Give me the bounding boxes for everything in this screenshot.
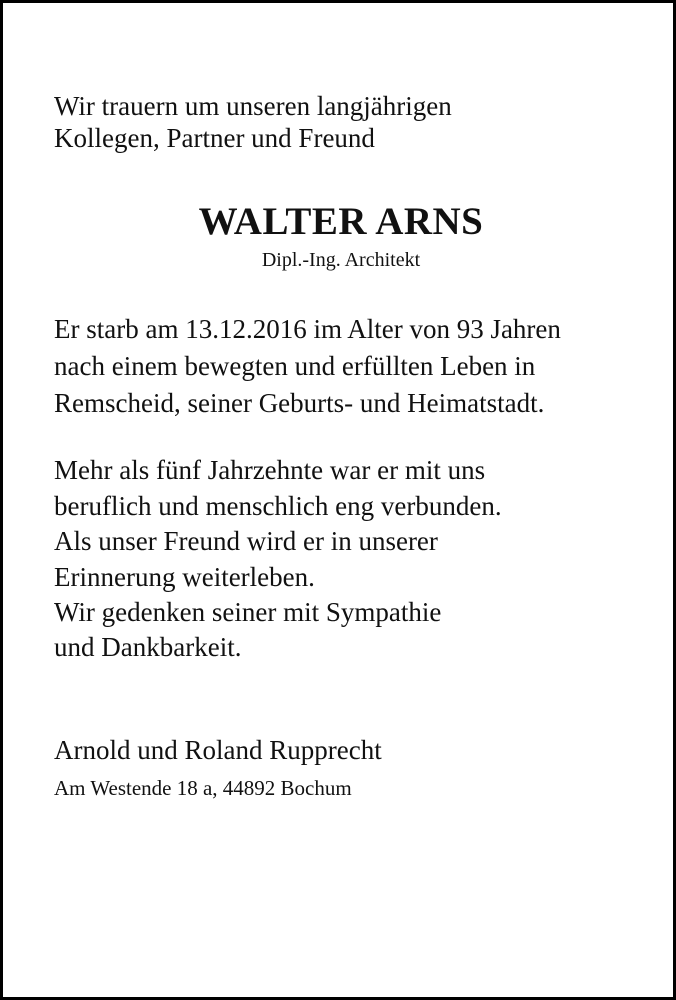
paragraph2-line-1: Mehr als fünf Jahrzehnte war er mit uns	[54, 455, 486, 485]
paragraph1-line-1: Er starb am 13.12.2016 im Alter von 93 Jahren	[54, 314, 561, 344]
paragraph1-line-2: nach einem bewegten und erfüllten Leben in	[54, 351, 536, 381]
paragraph2-line-3: Als unser Freund wird er in unserer	[54, 526, 438, 556]
paragraph2-line-6: und Dankbarkeit.	[54, 632, 242, 662]
intro-line-2: Kollegen, Partner und Freund	[54, 123, 375, 153]
deceased-name: WALTER ARNS	[198, 200, 484, 243]
paragraph2-line-5: Wir gedenken seiner mit Sympathie	[54, 597, 442, 627]
address: Am Westende 18 a, 44892 Bochum	[54, 776, 352, 800]
paragraph2-line-2: beruflich und menschlich eng verbunden.	[54, 491, 502, 521]
intro-line-1: Wir trauern um unseren langjährigen	[54, 91, 452, 121]
paragraph2-line-4: Erinnerung weiterleben.	[54, 562, 315, 592]
signature: Arnold und Roland Rupprecht	[54, 735, 382, 765]
paragraph1-line-3: Remscheid, seiner Geburts- und Heimatstadt.	[54, 388, 545, 418]
deceased-title: Dipl.-Ing. Architekt	[261, 249, 421, 271]
